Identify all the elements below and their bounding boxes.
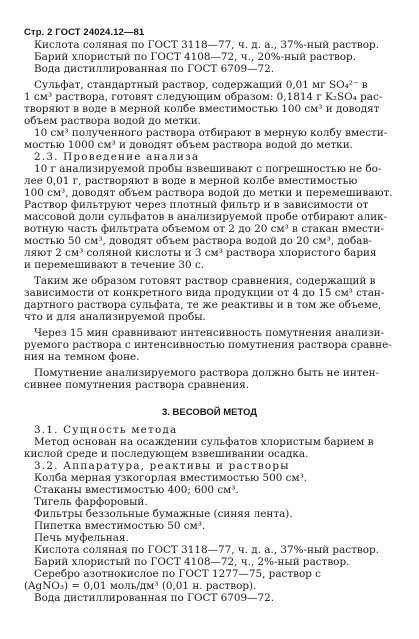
text-line: Пипетка вместимостью 50 см³. <box>34 520 206 532</box>
text-line: Вода дистиллированная по ГОСТ 6709—72. <box>34 63 275 75</box>
page-header: Стр. 2 ГОСТ 24024.12—81 <box>24 27 145 38</box>
text-line: Тигель фарфоровый. <box>34 496 148 508</box>
section-heading: 3. ВЕСОВОЙ МЕТОД <box>161 407 258 418</box>
text-line: дартного раствора сульфата, те же реактивы и в том же объеме, <box>24 299 382 311</box>
text-line: Через 15 мин сравнивают интенсивность помутнения анализи- <box>34 327 385 339</box>
text-line: Кислота соляная по ГОСТ 3118—77, ч. д. а., 37%-ный раствор. <box>34 544 379 556</box>
text-line: (AgNO₃) = 0,01 моль/дм³ (0,01 н. раствор). <box>24 580 257 592</box>
text-line: массовой доли сульфатов в анализируемой пробе отбирают алик- <box>24 211 388 223</box>
text-line: лее 0,01 г, растворяют в воде в мерной колбе вместимостью <box>24 175 358 187</box>
text-line: Стаканы вместимостью 400; 600 см³. <box>34 484 239 496</box>
text-line: мостью 1000 см³ и доводят объем раствора водой до метки. <box>24 139 353 151</box>
text-line: Колба мерная узкогорлая вместимостью 500 см³. <box>34 472 308 484</box>
text-line: 100 см³, доводят объем раствора водой до метки и перемешивают. <box>24 187 393 199</box>
text-line: зависимости от конкретного вида продукции от 4 до 15 см³ стан- <box>24 287 385 299</box>
text-line: Раствор фильтруют через плотный фильтр и в зависимости от <box>24 199 369 211</box>
text-line: сивнее помутнения раствора сравнения. <box>24 379 249 391</box>
text-line: ляют 2 см³ соляной кислоты и 3 см³ раствора хлористого бария <box>24 247 377 259</box>
text-line: и перемешивают в течение 30 с. <box>24 259 205 271</box>
text-line: 10 г анализируемой пробы взвешивают с погрешностью не бо- <box>34 163 382 175</box>
text-line: вотную часть фильтрата объемом от 2 до 20 см³ в стакан вмести- <box>24 223 384 235</box>
text-line: творяют в воде в мерной колбе вместимостью 100 см³ и доводят <box>24 103 380 115</box>
text-line: Барий хлористый по ГОСТ 4108—72, ч., 2%-ный раствор. <box>34 556 350 568</box>
text-line: объем раствора водой до метки. <box>24 115 201 127</box>
subsection-heading: 3.2. Аппаратура, реактивы и растворы <box>34 460 290 472</box>
text-line: Кислота соляная по ГОСТ 3118—77, ч. д. а., 37%-ный раствор. <box>34 39 379 51</box>
text-line: Таким же образом готовят раствор сравнения, содержащий в <box>34 275 376 287</box>
text-line: Фильтры беззольные бумажные (синяя лента). <box>34 508 293 520</box>
text-line: Печь муфельная. <box>34 532 129 544</box>
text-line: руемого раствора с интенсивностью помутнения раствора сравне- <box>24 339 392 351</box>
text-line: ния на темном фоне. <box>24 351 140 363</box>
text-line: 10 см³ полученного раствора отбирают в мерную колбу вмести- <box>34 127 388 139</box>
text-line: что и для анализируемой пробы. <box>24 311 206 323</box>
text-line: Серебро азотнокислое по ГОСТ 1277—75, раствор с <box>34 568 321 580</box>
text-line: Помутнение анализируемого раствора должно быть не интен- <box>34 367 380 379</box>
text-line: мостью 50 см³, доводят объем раствора водой до 20 см³, добав- <box>24 235 372 247</box>
text-line: 1 см³ раствора, готовят следующим образом: 0,1814 г K₂SO₄ рас- <box>24 91 383 103</box>
text-line: Метод основан на осаждении сульфатов хлористым барием в <box>34 436 374 448</box>
text-line: кислой среде и последующем взвешивании осадка. <box>24 448 309 460</box>
text-line: Сульфат, стандартный раствор, содержащий 0,01 мг SO₄²⁻ в <box>34 79 368 91</box>
text-line: Барий хлористый по ГОСТ 4108—72, ч., 20%-ный раствор. <box>34 51 357 63</box>
subsection-heading: 2.3. Проведение анализа <box>34 151 200 163</box>
text-line: Вода дистиллированная по ГОСТ 6709—72. <box>34 592 275 604</box>
subsection-heading: 3.1. Сущность метода <box>34 424 178 436</box>
